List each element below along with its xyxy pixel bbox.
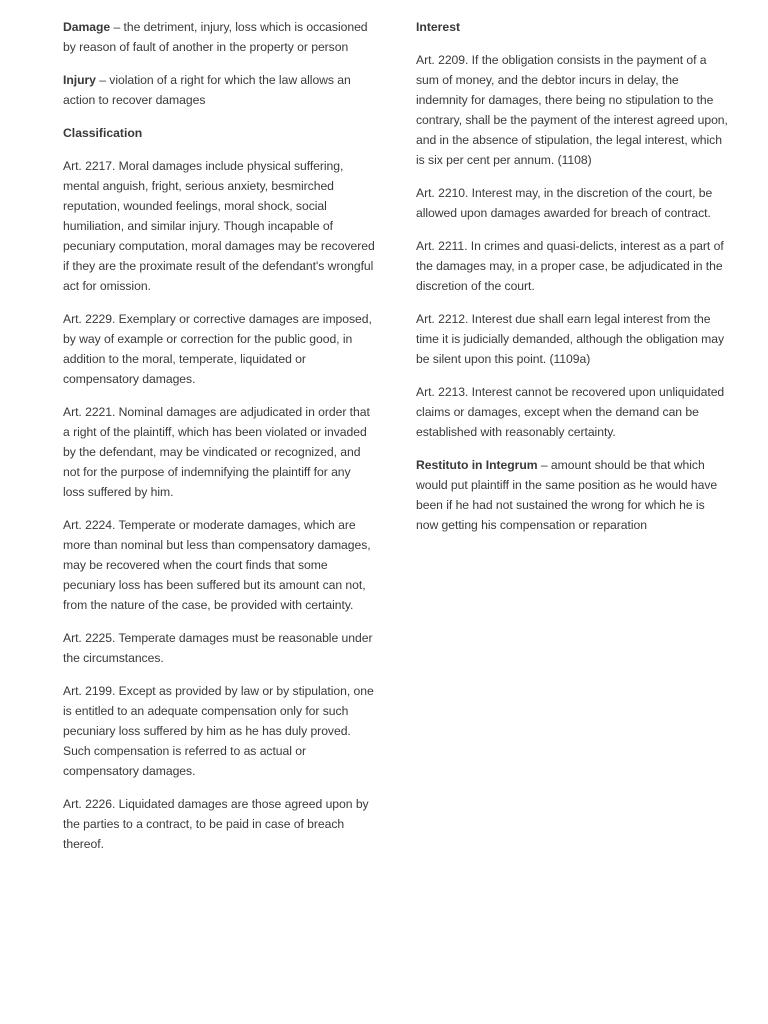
article-2209: Art. 2209. If the obligation consists in the payment of a sum of money, and the debtor incurs in delay, the indemnity for damages, there being no stipulation to the contrary, shall be the payment of the interest agreed upon, and in the absence of stipulation, the legal interest, which is six per cent per annum. (1108) <box>416 53 728 167</box>
article-2210: Art. 2210. Interest may, in the discretion of the court, be allowed upon damages awarded for breach of contract. <box>416 186 713 220</box>
right-column <box>416 17 728 548</box>
article-2225: Art. 2225. Temperate damages must be reasonable under the circumstances. <box>63 631 373 665</box>
injury-text: – violation of a right for which the law allows an action to recover damages <box>63 73 351 107</box>
damage-term: Damage <box>63 20 111 34</box>
injury-term: Injury <box>63 73 96 87</box>
article-2221: Art. 2221. Nominal damages are adjudicated in order that a right of the plaintiff, which has been violated or invaded by the defendant, may be vindicated or recognized, and not for the purpose of indemnifying the plaintiff for any loss suffered by him. <box>63 405 370 499</box>
damage-definition <box>63 17 375 57</box>
restituto-term: Restituto in Integrum <box>416 458 538 472</box>
article-2199: Art. 2199. Except as provided by law or by stipulation, one is entitled to an adequate compensation only for such pecuniary loss suffered by him as he has duly proved. Such compensation is referred to as actual or compensatory damages. <box>63 684 374 778</box>
restituto-definition <box>416 455 728 535</box>
article-2224: Art. 2224. Temperate or moderate damages, which are more than nominal but less than compensatory damages, may be recovered when the court finds that some pecuniary loss has been suffered but its amount can not, from the nature of the case, be provided with certainty. <box>63 518 371 612</box>
article-2212: Art. 2212. Interest due shall earn legal interest from the time it is judicially demanded, although the obligation may be silent upon this point. (1109a) <box>416 312 725 366</box>
restituto-text: – amount should be that which would put plaintiff in the same position as he would have been if he had not sustained the wrong for which he is now getting his compensation or reparation <box>416 458 718 532</box>
left-column <box>63 17 375 867</box>
classification-heading: Classification <box>63 126 143 140</box>
article-2229: Art. 2229. Exemplary or corrective damages are imposed, by way of example or correction for the public good, in addition to the moral, temperate, liquidated or compensatory damages. <box>63 312 372 386</box>
injury-definition <box>63 70 375 110</box>
damage-text: – the detriment, injury, loss which is occasioned by reason of fault of another in the property or person <box>63 20 368 54</box>
article-2211: Art. 2211. In crimes and quasi-delicts, interest as a part of the damages may, in a proper case, be adjudicated in the discretion of the court. <box>416 239 724 293</box>
article-2226: Art. 2226. Liquidated damages are those agreed upon by the parties to a contract, to be paid in case of breach thereof. <box>63 797 369 851</box>
interest-heading: Interest <box>416 20 461 34</box>
article-2213: Art. 2213. Interest cannot be recovered upon unliquidated claims or damages, except when the demand can be established with reasonably certainty. <box>416 385 725 439</box>
article-2217: Art. 2217. Moral damages include physical suffering, mental anguish, fright, serious anxiety, besmirched reputation, wounded feelings, moral shock, social humiliation, and similar injury. Though incapable of pecuniary computation, moral damages may be recovered if they are the proximate result of the defendant's wrongful act for omission. <box>63 159 375 293</box>
